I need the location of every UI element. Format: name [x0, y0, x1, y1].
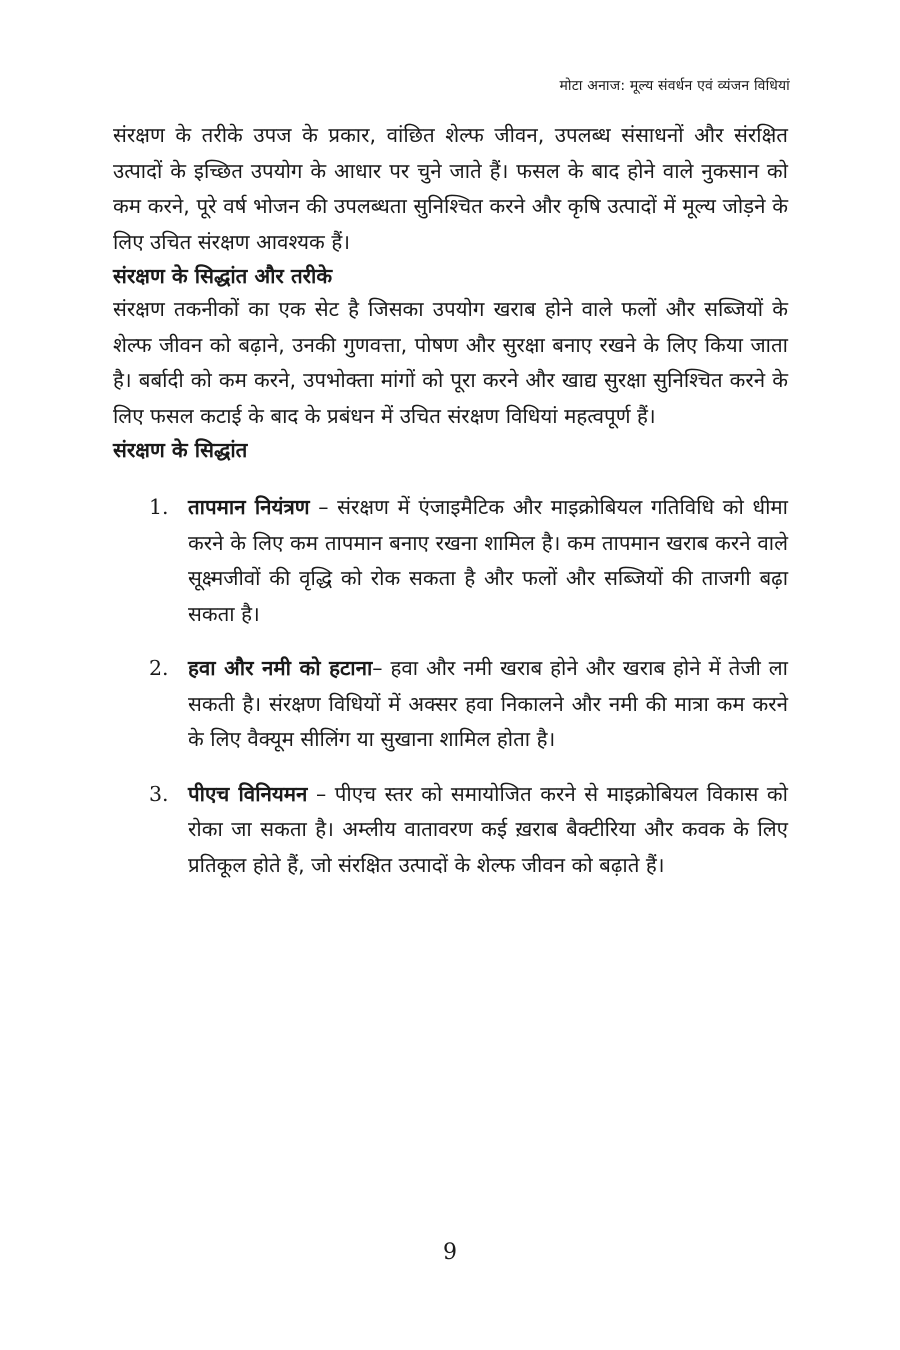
- item-number: 2.: [149, 656, 169, 680]
- principle-item: [113, 651, 788, 758]
- item-term: पीएच विनियमन: [188, 781, 308, 806]
- item-description: – पीएच स्तर को समायोजित करने से माइक्रोबियल विकास को रोका जा सकता है। अम्लीय वातावरण कई ख़राब बैक्टीरिया और कवक के लिए प्रतिकूल होते हैं, जो संरक्षित उत्पादों के शेल्फ जीवन को बढ़ाते हैं।: [188, 781, 788, 877]
- item-term: तापमान नियंत्रण: [188, 495, 310, 519]
- principles-list: [113, 490, 788, 883]
- section-paragraph: संरक्षण तकनीकों का एक सेट है जिसका उपयोग खराब होने वाले फलों और सब्जियों के शेल्फ जीवन को बढ़ाने, उनकी गुणवत्ता, पोषण और सुरक्षा बनाए रखने के लिए किया जाता है। बर्बादी को कम करने, उपभोक्ता मांगों को पूरा करने और खाद्य सुरक्षा सुनिश्चित करने के लिए फसल कटाई के बाद के प्रबंधन में उचित संरक्षण विधियां महत्वपूर्ण हैं।: [113, 297, 788, 428]
- item-number: 3.: [149, 781, 169, 806]
- item-number: 1.: [149, 495, 169, 519]
- principles-heading: संरक्षण के सिद्धांत: [113, 438, 248, 462]
- section-heading: संरक्षण के सिद्धांत और तरीके: [113, 264, 333, 288]
- principle-item: [113, 777, 788, 884]
- item-term: हवा और नमी को हटाना: [188, 656, 373, 680]
- page-number: 9: [443, 1240, 457, 1265]
- intro-paragraph: संरक्षण के तरीके उपज के प्रकार, वांछित शेल्फ जीवन, उपलब्ध संसाधनों और संरक्षित उत्पादों के इच्छित उपयोग के आधार पर चुने जाते हैं। फसल के बाद होने वाले नुकसान को कम करने, पूरे वर्ष भोजन की उपलब्धता सुनिश्चित करने और कृषि उत्पादों में मूल्य जोड़ने के लिए उचित संरक्षण आवश्यक हैं।: [113, 123, 788, 254]
- page-body: [113, 118, 788, 902]
- principle-item: [113, 490, 788, 632]
- item-description: – संरक्षण में एंजाइमैटिक और माइक्रोबियल गतिविधि को धीमा करने के लिए कम तापमान बनाए रखना शामिल है। कम तापमान खराब करने वाले सूक्ष्मजीवों की वृद्धि को रोक सकता है और फलों और सब्जियों की ताजगी बढ़ा सकता है।: [188, 495, 788, 626]
- running-header: मोटा अनाज: मूल्य संवर्धन एवं व्यंजन विधियां: [559, 78, 790, 94]
- item-description: – हवा और नमी खराब होने और खराब होने में तेजी ला सकती है। संरक्षण विधियों में अक्सर हवा निकालने और नमी की मात्रा कम करने के लिए वैक्यूम सीलिंग या सुखाना शामिल होता है।: [188, 656, 788, 751]
